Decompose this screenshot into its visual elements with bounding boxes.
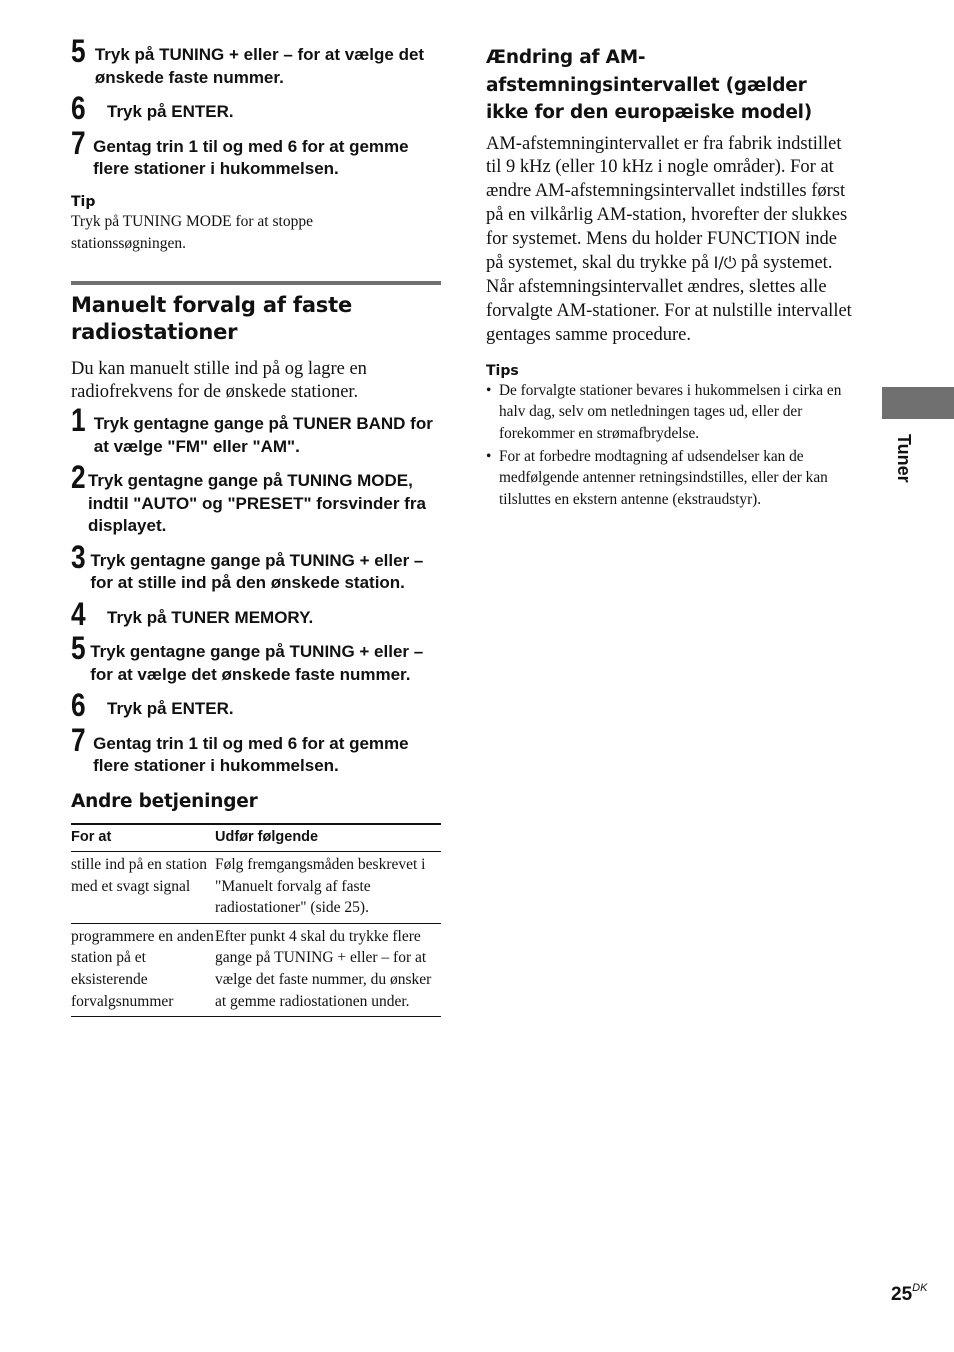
step-2 <box>71 459 441 538</box>
tip-text: Tryk på TUNING MODE for at stoppe stationssøgningen. <box>71 212 313 252</box>
right-column <box>486 44 856 512</box>
other-operations-table <box>71 823 441 1017</box>
left-column <box>71 33 441 1017</box>
chapter-tab-label: Tuner <box>894 434 914 483</box>
other-operations-title: Andre betjeninger <box>71 790 258 812</box>
paragraph-text-b: på systemet. Når afstemningsintervallet ændres, slettes alle forvalgte AM-stationer. For at nulstille intervallet gentages samme procedure. <box>486 253 852 345</box>
step-text: Gentag trin 1 til og med 6 for at gemme flere stationer i hukommelsen. <box>93 733 409 776</box>
step-text: Tryk gentagne gange på TUNING + eller – for at vælge det ønskede faste nummer. <box>90 642 424 684</box>
step-5 <box>71 630 441 686</box>
step-3 <box>71 538 441 595</box>
table-row <box>71 923 441 1016</box>
tip-item: • De forvalgte stationer bevares i hukommelsen i cirka en halv dag, selv om netledningen tages ud, eller der forekommer en strømafbrydelse. <box>486 380 856 445</box>
am-interval-paragraph <box>486 133 856 348</box>
step-1 <box>71 402 441 458</box>
step-text: Tryk gentagne gange på TUNER BAND for at vælge "FM" eller "AM". <box>93 414 433 456</box>
tips-list <box>486 380 856 511</box>
step-number: 7 <box>71 721 85 758</box>
step-text: Tryk på TUNER MEMORY. <box>107 607 314 627</box>
step-number: 3 <box>71 538 85 575</box>
table-cell: Efter punkt 4 skal du trykke flere gange på TUNING + eller – for at vælge det faste nummer, du ønsker at gemme radiostationen under. <box>215 923 441 1016</box>
step-6-top <box>71 90 441 126</box>
step-7 <box>71 721 441 778</box>
section-intro: Du kan manuelt stille ind på og lagre en radiofrekvens for de ønskede stationer. <box>71 358 367 403</box>
section-title: Manuelt forvalg af faste radiostationer <box>71 292 352 344</box>
step-text: Tryk på TUNING + eller – for at vælge det ønskede faste nummer. <box>94 45 425 87</box>
step-text: Tryk gentagne gange på TUNING MODE, indtil "AUTO" og "PRESET" forsvinder fra displayet. <box>87 471 426 536</box>
am-interval-title: Ændring af AM-afstemningsintervallet (gælder ikke for den europæiske model) <box>486 47 813 123</box>
step-number: 2 <box>71 459 85 496</box>
column-header: Udfør følgende <box>215 824 441 852</box>
step-6 <box>71 687 441 724</box>
paragraph-text-a: AM-afstemningintervallet er fra fabrik indstillet til 9 kHz (eller 10 kHz i nogle områder). For at ændre AM-afstemningsintervallet indstilles først på en vilkårlig AM-station, hvorefter der slukkes for systemet. Mens du holder FUNCTION inde på systemet, skal du trykke på <box>486 133 848 274</box>
tips-heading: Tips <box>486 362 519 379</box>
step-number: 4 <box>71 595 85 632</box>
power-icon: I/⏻ <box>713 253 737 273</box>
page-number-suffix: DK <box>912 1282 928 1294</box>
step-text: Tryk på ENTER. <box>107 102 234 121</box>
step-number: 1 <box>71 402 85 439</box>
step-text: Tryk på ENTER. <box>107 699 234 719</box>
step-number: 7 <box>71 124 85 161</box>
step-text: Tryk gentagne gange på TUNING + eller – for at stille ind på den ønskede station. <box>90 550 424 593</box>
table-header-row <box>71 824 441 852</box>
step-text: Gentag trin 1 til og med 6 for at gemme flere stationer i hukommelsen. <box>93 136 409 178</box>
step-number: 6 <box>71 687 85 724</box>
section-divider <box>71 281 441 285</box>
column-header: For at <box>71 824 215 852</box>
step-number: 5 <box>71 33 85 69</box>
step-7-top <box>71 124 441 181</box>
table-cell: programmere en anden station på et eksisterende forvalgsnummer <box>71 923 215 1016</box>
step-4 <box>71 595 441 632</box>
chapter-tab-marker <box>882 387 954 419</box>
table-cell: stille ind på en station med et svagt signal <box>71 852 215 924</box>
table-row <box>71 852 441 924</box>
step-number: 5 <box>71 630 85 667</box>
step-5-top <box>71 33 441 89</box>
tip-item: • For at forbedre modtagning af udsendelser kan de medfølgende antenner retningsindstilles, eller der kan tilsluttes en ekstern antenne (ekstraudstyr). <box>486 446 856 511</box>
table-cell: Følg fremgangsmåden beskrevet i "Manuelt forvalg af faste radiostationer" (side 25). <box>215 852 441 924</box>
tip-heading: Tip <box>71 193 96 210</box>
page-number-value: 25 <box>891 1284 913 1305</box>
page-number <box>891 1282 927 1306</box>
step-number: 6 <box>71 90 85 126</box>
